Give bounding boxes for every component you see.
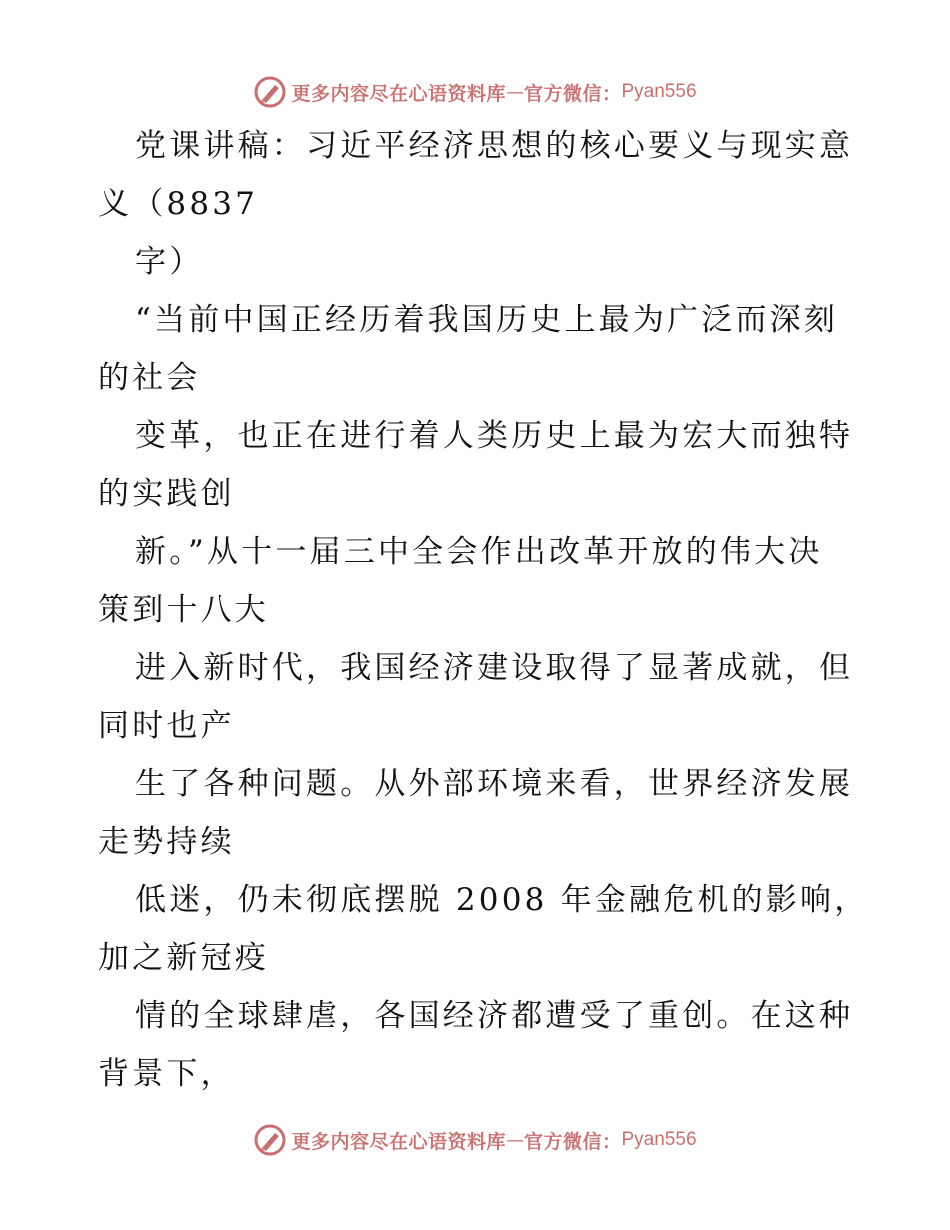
watermark-separator: — bbox=[505, 81, 524, 103]
watermark-separator: — bbox=[505, 1129, 524, 1151]
text-line: 变革，也正在进行着人类历史上最为宏大而独特 bbox=[135, 418, 854, 454]
watermark-label: 官方微信： bbox=[523, 82, 622, 105]
text-line: 新。”从十一届三中全会作出改革开放的伟大决 bbox=[135, 534, 823, 570]
pen-logo-icon bbox=[253, 1123, 287, 1157]
text-line: 低迷，仍未彻底摆脱 2008 年金融危机的影响， bbox=[135, 882, 869, 918]
text-line: 情的全球肆虐，各国经济都遭受了重创。在这种 bbox=[135, 998, 854, 1034]
watermark-wechat-id: Pyan556 bbox=[621, 1129, 697, 1150]
text-line: 策到十八大 bbox=[98, 592, 269, 628]
watermark-text: 更多内容尽在心语资料库 bbox=[291, 1130, 506, 1153]
text-line: 的实践创 bbox=[98, 476, 235, 512]
text-line: 同时也产 bbox=[98, 708, 235, 744]
text-line: 生了各种问题。从外部环境来看，世界经济发展 bbox=[135, 766, 854, 802]
text-line: 字） bbox=[135, 244, 204, 280]
watermark-label: 官方微信： bbox=[523, 1130, 622, 1153]
text-line: 背景下， bbox=[98, 1056, 235, 1092]
text-line: “当前中国正经历着我国历史上最为广泛而深刻 bbox=[135, 302, 839, 338]
text-line: 进入新时代，我国经济建设取得了显著成就，但 bbox=[135, 650, 854, 686]
footer-watermark bbox=[0, 1120, 950, 1160]
pen-logo-icon bbox=[253, 75, 287, 109]
text-line: 走势持续 bbox=[98, 824, 235, 860]
text-line: 加之新冠疫 bbox=[98, 940, 269, 976]
header-watermark bbox=[0, 72, 950, 112]
watermark-wechat-id: Pyan556 bbox=[621, 81, 697, 102]
text-line: 的社会 bbox=[98, 360, 201, 396]
text-line: 党课讲稿：习近平经济思想的核心要义与现实意 bbox=[135, 128, 854, 164]
watermark-text: 更多内容尽在心语资料库 bbox=[291, 82, 506, 105]
text-line: 义（8837 bbox=[98, 186, 259, 222]
